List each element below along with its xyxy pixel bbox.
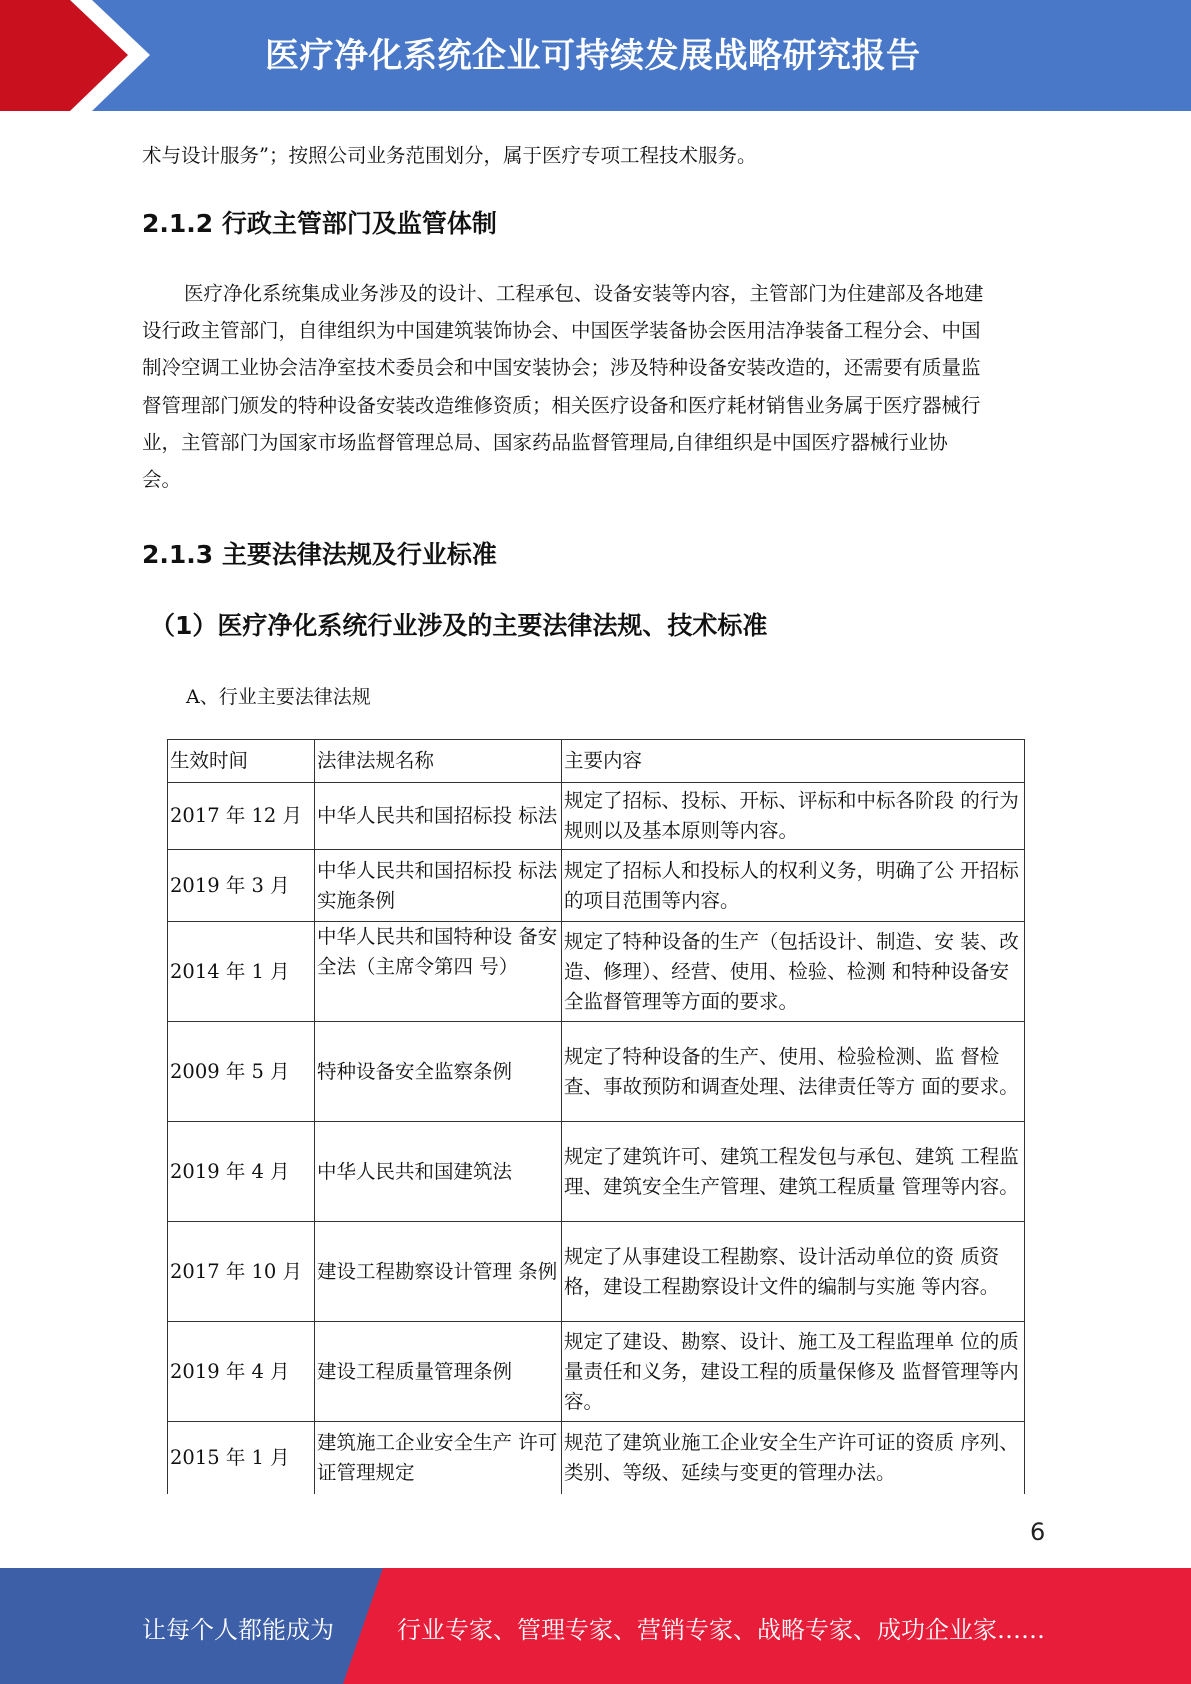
cell-content: 规定了特种设备的生产、使用、检验检测、监 督检查、事故预防和调查处理、法律责任等方 面的要求。 [562,1022,1025,1122]
cell-content: 规定了招标人和投标人的权利义务，明确了公 开招标的项目范围等内容。 [562,850,1025,922]
cell-date: 2017 年 10 月 [168,1222,315,1322]
footer-slogan-left: 让每个人都能成为 [142,1616,334,1644]
laws-table [167,739,1025,1494]
table-row [168,1222,1025,1322]
cell-name: 中华人民共和国特种设 备安全法（主席令第四 号） [315,922,562,1022]
cell-date: 2019 年 3 月 [168,850,315,922]
header-banner [0,0,1191,111]
cell-date: 2009 年 5 月 [168,1022,315,1122]
section-heading-212: 2.1.2 行政主管部门及监管体制 [142,209,497,238]
header-cell-date: 生效时间 [168,740,315,783]
paragraph-line: 督管理部门颁发的特种设备安装改造维修资质；相关医疗设备和医疗耗材销售业务属于医疗器械行 [142,394,981,417]
cell-name: 建设工程质量管理条例 [315,1322,562,1422]
cell-name: 建筑施工企业安全生产 许可证管理规定 [315,1422,562,1494]
table-row [168,850,1025,922]
header-cell-content: 主要内容 [562,740,1025,783]
paragraph-line: 医疗净化系统集成业务涉及的设计、工程承包、设备安装等内容，主管部门为住建部及各地建 [184,282,984,305]
cell-content: 规范了建筑业施工企业安全生产许可证的资质 序列、类别、等级、延续与变更的管理办法。 [562,1422,1025,1494]
header-red-chevron [0,0,150,111]
subsection-label: A、行业主要法律法规 [186,686,371,708]
section-heading-213: 2.1.3 主要法律法规及行业标准 [142,540,497,569]
cell-content: 规定了特种设备的生产（包括设计、制造、安 装、改造、修理）、经营、使用、检验、检测 和特种设备安全监督管理等方面的要求。 [562,922,1025,1022]
page-number: 6 [1030,1518,1046,1546]
cell-date: 2014 年 1 月 [168,922,315,1022]
table-row [168,783,1025,850]
cell-name: 中华人民共和国建筑法 [315,1122,562,1222]
cell-date: 2019 年 4 月 [168,1122,315,1222]
cell-name: 中华人民共和国招标投 标法实施条例 [315,850,562,922]
cell-content: 规定了建设、勘察、设计、施工及工程监理单 位的质量责任和义务，建设工程的质量保修及 监督管理等内容。 [562,1322,1025,1422]
paragraph-line: 设行政主管部门，自律组织为中国建筑装饰协会、中国医学装备协会医用洁净装备工程分会、中国 [142,319,981,342]
cell-date: 2017 年 12 月 [168,783,315,850]
cell-content: 规定了招标、投标、开标、评标和中标各阶段 的行为规则以及基本原则等内容。 [562,783,1025,850]
table-row [168,1422,1025,1494]
table-row [168,1122,1025,1222]
intro-line: 术与设计服务”；按照公司业务范围划分，属于医疗专项工程技术服务。 [142,144,757,167]
cell-date: 2015 年 1 月 [168,1422,315,1494]
footer-slogan-right: 行业专家、管理专家、营销专家、战略专家、成功企业家…… [397,1616,1045,1644]
paragraph-line: 会。 [142,468,182,491]
table-header-row [168,740,1025,783]
paragraph-line: 制冷空调工业协会洁净室技术委员会和中国安装协会；涉及特种设备安装改造的，还需要有质量监 [142,356,981,379]
cell-name: 特种设备安全监察条例 [315,1022,562,1122]
header-cell-name: 法律法规名称 [315,740,562,783]
cell-date: 2019 年 4 月 [168,1322,315,1422]
cell-name: 中华人民共和国招标投 标法 [315,783,562,850]
table-row [168,1022,1025,1122]
cell-content: 规定了建筑许可、建筑工程发包与承包、建筑 工程监理、建筑安全生产管理、建筑工程质量 管理等内容。 [562,1122,1025,1222]
cell-content: 规定了从事建设工程勘察、设计活动单位的资 质资格，建设工程勘察设计文件的编制与实施 等内容。 [562,1222,1025,1322]
table-row [168,922,1025,1022]
paragraph-line: 业，主管部门为国家市场监督管理总局、国家药品监督管理局,自律组织是中国医疗器械行业协 [142,431,948,454]
table-row [168,1322,1025,1422]
cell-name: 建设工程勘察设计管理 条例 [315,1222,562,1322]
report-title: 医疗净化系统企业可持续发展战略研究报告 [265,36,921,76]
subsection-heading: （1）医疗净化系统行业涉及的主要法律法规、技术标准 [150,611,768,640]
